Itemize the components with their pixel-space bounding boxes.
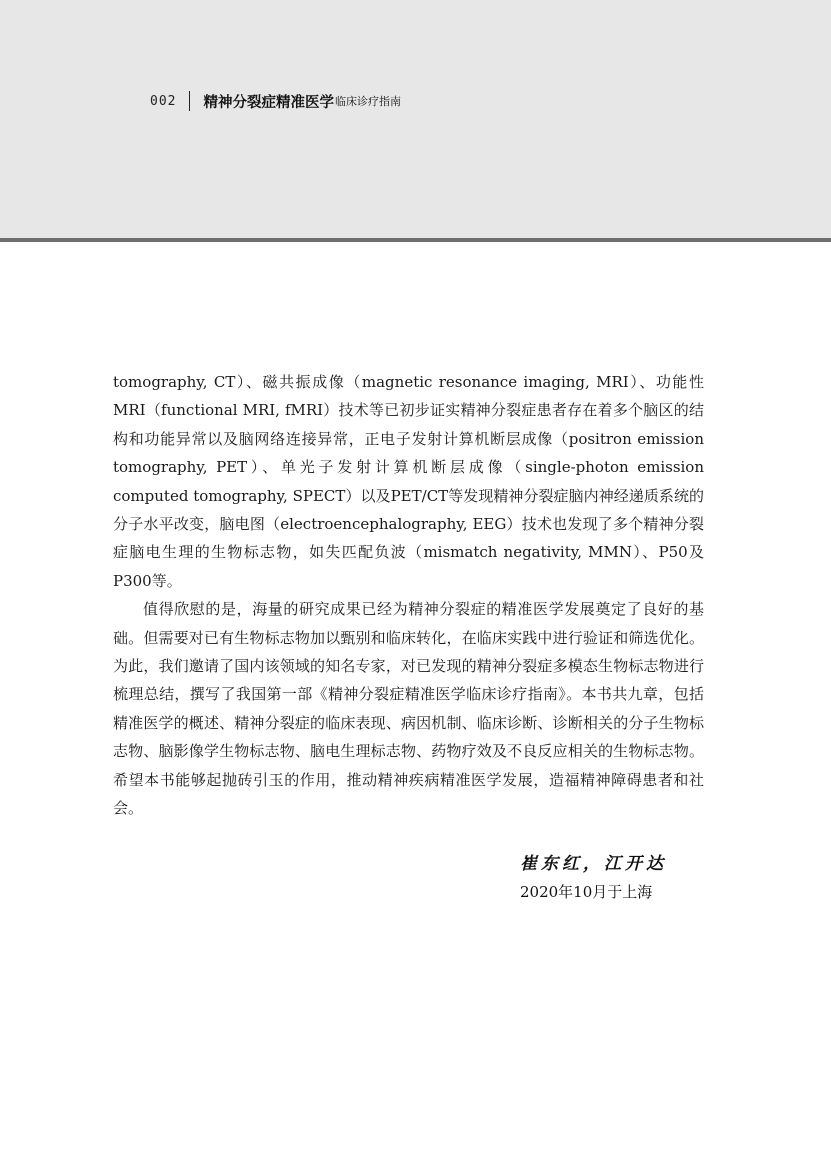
page-number: 002 <box>150 93 177 109</box>
author-names: 崔东红，江开达 <box>520 854 667 874</box>
page-header-band <box>0 0 831 238</box>
book-subtitle: 临床诊疗指南 <box>334 95 401 108</box>
paragraph-continued: tomography, CT）、磁共振成像（magnetic resonance imaging, MRI）、功能性MRI（functional MRI, fMRI）技术等已初步证实精神分裂症患者存在着多个脑区的结构和功能异常以及脑网络连接异常，正电子发射计算机断层成像（positron emission tomography, PET）、单光子发射计算机断层成像（single-photon emission computed tomography, SPECT）以及PET/CT等发现精神分裂症脑内神经递质系统的分子水平改变，脑电图（electroencephalography, EEG）技术也发现了多个精神分裂症脑电生理的生物标志物，如失匹配负波（mismatch negativity, MMN）、P50及P300等。 <box>113 373 704 590</box>
header-divider <box>189 91 190 111</box>
body-text <box>113 368 704 823</box>
signature-block <box>520 852 720 905</box>
book-title: 精神分裂症精准医学 <box>203 94 334 111</box>
signature-date: 2020年10月于上海 <box>520 883 653 901</box>
header-rule <box>0 238 831 242</box>
paragraph: 值得欣慰的是，海量的研究成果已经为精神分裂症的精准医学发展奠定了良好的基础。但需要对已有生物标志物加以甄别和临床转化，在临床实践中进行验证和筛选优化。为此，我们邀请了国内该领域的知名专家，对已发现的精神分裂症多模态生物标志物进行梳理总结，撰写了我国第一部《精神分裂症精准医学临床诊疗指南》。本书共九章，包括精准医学的概述、精神分裂症的临床表现、病因机制、临床诊断、诊断相关的分子生物标志物、脑影像学生物标志物、脑电生理标志物、药物疗效及不良反应相关的生物标志物。希望本书能够起抛砖引玉的作用，推动精神疾病精准医学发展，造福精神障碍患者和社会。 <box>113 600 704 818</box>
running-head <box>150 89 401 113</box>
